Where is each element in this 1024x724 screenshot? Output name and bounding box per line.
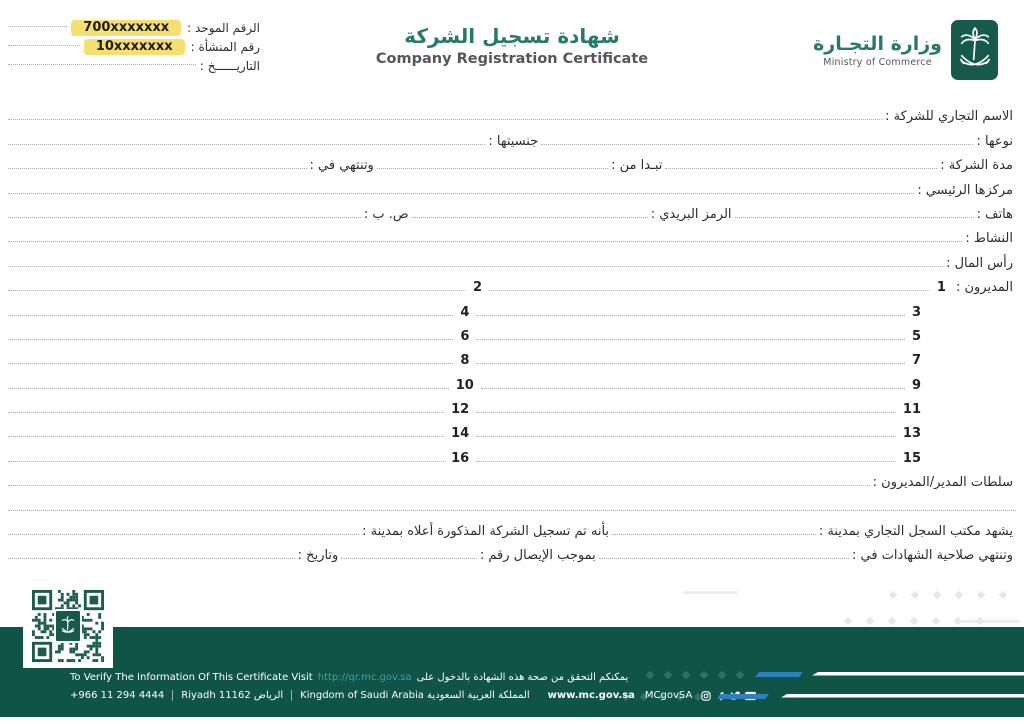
dotted-line	[599, 558, 849, 559]
managers-row-1	[8, 271, 1016, 295]
dotted-line	[8, 315, 453, 316]
footer-city-arabic: الرياض	[253, 690, 284, 701]
decoration-diamond	[976, 617, 984, 625]
unified-number-value: 700xxxxxxx	[71, 20, 181, 36]
manager-number: 15	[902, 450, 921, 466]
footer-social-handle: MCgovSA	[644, 690, 693, 701]
facility-number-label: رقم المنشأة :	[190, 39, 260, 54]
dotted-line	[8, 193, 914, 194]
dotted-line	[612, 534, 816, 535]
decoration-white-line	[812, 672, 1024, 676]
dotted-line	[8, 144, 485, 145]
decoration-diamond	[933, 591, 941, 599]
certificate-title-english: Company Registration Certificate	[375, 51, 649, 67]
certificate-fields	[8, 100, 1016, 563]
dotted-line	[341, 558, 477, 559]
decoration-diamond	[999, 591, 1007, 599]
manager-number: 12	[451, 402, 470, 418]
decoration-diamond	[954, 617, 962, 625]
manager-number: 5	[911, 328, 921, 344]
dotted-line	[541, 144, 973, 145]
phone-label: هاتف :	[976, 206, 1013, 222]
decoration-diamond	[888, 617, 896, 625]
starts-from-label: تبـدا من :	[611, 158, 663, 174]
footer-verify-line	[70, 672, 628, 683]
type-label: نوعها :	[976, 133, 1013, 149]
verify-text-arabic: يمكنكم التحقق من صحة هذه الشهادة بالدخول على	[416, 672, 629, 683]
qr-code	[23, 583, 113, 668]
dotted-line	[8, 339, 453, 340]
dotted-line	[476, 412, 896, 413]
field-type-nationality	[8, 124, 1016, 148]
dotted-line	[476, 363, 905, 364]
managers-row-5	[8, 368, 1016, 392]
verify-text-english: To Verify The Information Of This Certificate Visit	[70, 672, 313, 683]
dotted-line	[412, 217, 648, 218]
field-manager-powers	[8, 466, 1016, 490]
footer-country-english: Kingdom of Saudi Arabia	[300, 690, 424, 701]
dotted-line	[8, 436, 444, 437]
managers-row-2	[8, 295, 1016, 319]
field-duration	[8, 149, 1016, 173]
decoration-diamond	[977, 591, 985, 599]
activity-label: النشاط :	[965, 231, 1013, 247]
dotted-line	[8, 217, 361, 218]
managers-row-4	[8, 344, 1016, 368]
dotted-line	[8, 266, 943, 267]
instagram-icon[interactable]	[700, 690, 711, 701]
saudi-emblem-icon	[951, 20, 998, 80]
decoration	[960, 620, 1020, 623]
decoration-diamond	[866, 617, 874, 625]
decoration-blue-bar	[755, 672, 803, 677]
nationality-label: جنسيتها :	[488, 133, 539, 149]
registered-in-label: بأنه تم تسجيل الشركة المذكورة أعلاه بمدينة :	[362, 524, 610, 540]
dotted-line	[377, 168, 608, 169]
managers-row-6	[8, 393, 1016, 417]
duration-label: مدة الشركة :	[940, 158, 1013, 174]
dotted-line	[8, 534, 359, 535]
dotted-line	[665, 168, 937, 169]
field-activity	[8, 222, 1016, 246]
footer-city	[173, 690, 291, 701]
field-manager-powers-continued	[8, 490, 1016, 514]
field-head-office	[8, 173, 1016, 197]
decoration-diamond	[889, 591, 897, 599]
dotted-line	[8, 241, 962, 242]
decoration-blue-bar	[717, 694, 769, 699]
receipt-number-label: بموجب الإيصال رقم :	[479, 548, 596, 564]
dotted-line	[735, 217, 974, 218]
manager-number: 13	[902, 426, 921, 442]
and-date-label: وتاريخ :	[297, 548, 339, 564]
footer-phone: +966 11 294 4444	[70, 690, 165, 701]
field-certification	[8, 515, 1016, 539]
ministry-wordmark	[813, 33, 942, 68]
dotted-line	[8, 119, 882, 120]
footer-city-english: Riyadh 11162	[181, 690, 251, 701]
date-label: التاريــــــخ :	[199, 58, 260, 73]
unified-number-label: الرقم الموحد :	[187, 20, 260, 35]
manager-number: 1	[936, 280, 946, 296]
po-box-label: ص. ب :	[363, 206, 409, 222]
manager-number: 4	[460, 304, 470, 320]
ministry-name-arabic: وزارة التجـارة	[813, 32, 942, 55]
dotted-line	[8, 485, 870, 486]
dotted-line	[476, 315, 905, 316]
facility-number-value: 10xxxxxxx	[84, 39, 185, 55]
decoration-diamond	[911, 591, 919, 599]
saudi-emblem-icon	[54, 609, 82, 643]
manager-number: 6	[460, 328, 470, 344]
managers-row-8	[8, 441, 1016, 465]
manager-number: 16	[451, 450, 470, 466]
managers-row-7	[8, 417, 1016, 441]
dotted-line	[8, 461, 444, 462]
dotted-line	[8, 168, 307, 169]
dotted-line	[8, 510, 1016, 511]
dotted-line	[8, 412, 444, 413]
field-capital	[8, 246, 1016, 270]
footer-website[interactable]: www.mc.gov.sa	[547, 690, 635, 701]
dotted-line	[8, 388, 449, 389]
footer-country-arabic: المملكة العربية السعودية	[427, 690, 530, 701]
field-validity	[8, 539, 1016, 563]
manager-number: 9	[911, 377, 921, 393]
manager-number: 14	[451, 426, 470, 442]
head-office-label: مركزها الرئيسي :	[917, 182, 1013, 198]
dotted-line	[481, 388, 905, 389]
dotted-line	[476, 436, 896, 437]
decoration-diamond	[932, 617, 940, 625]
manager-number: 2	[473, 280, 483, 296]
trade-name-label: الاسم التجاري للشركة :	[885, 109, 1013, 125]
field-phone-postal-pobox	[8, 198, 1016, 222]
dotted-line	[8, 290, 466, 291]
dotted-line	[476, 461, 896, 462]
footer-contact-line	[70, 690, 756, 701]
ends-in-label: وتنتهي في :	[309, 158, 374, 174]
dotted-line	[476, 339, 905, 340]
decoration-diamond	[955, 591, 963, 599]
verify-link[interactable]: http://qr.mc.gov.sa	[317, 672, 412, 683]
decoration	[683, 591, 738, 594]
ministry-logo	[813, 20, 998, 80]
certificate-title-arabic: شهادة تسجيل الشركة	[404, 24, 620, 48]
dotted-line	[8, 558, 295, 559]
field-trade-name	[8, 100, 1016, 124]
decoration-diamond	[844, 617, 852, 625]
footer-country	[292, 690, 537, 701]
ministry-name-english: Ministry of Commerce	[823, 56, 932, 68]
capital-label: رأس المال :	[946, 255, 1013, 271]
dotted-line	[8, 363, 453, 364]
manager-number: 8	[460, 353, 470, 369]
manager-number: 7	[911, 353, 921, 369]
postal-code-label: الرمز البريدي :	[650, 206, 732, 222]
manager-powers-label: سلطات المدير/المديرون :	[872, 475, 1013, 491]
manager-number: 10	[455, 377, 474, 393]
certify-label: يشهد مكتب السجل التجاري بمدينة :	[818, 524, 1013, 540]
decoration-white-line	[781, 694, 1024, 698]
dotted-line	[489, 290, 930, 291]
managers-label: المديرون :	[955, 280, 1013, 296]
decoration-diamond	[910, 617, 918, 625]
validity-ends-label: وتنتهي صلاحية الشهادات في :	[851, 548, 1013, 564]
manager-number: 3	[911, 304, 921, 320]
manager-number: 11	[902, 402, 921, 418]
managers-row-3	[8, 320, 1016, 344]
